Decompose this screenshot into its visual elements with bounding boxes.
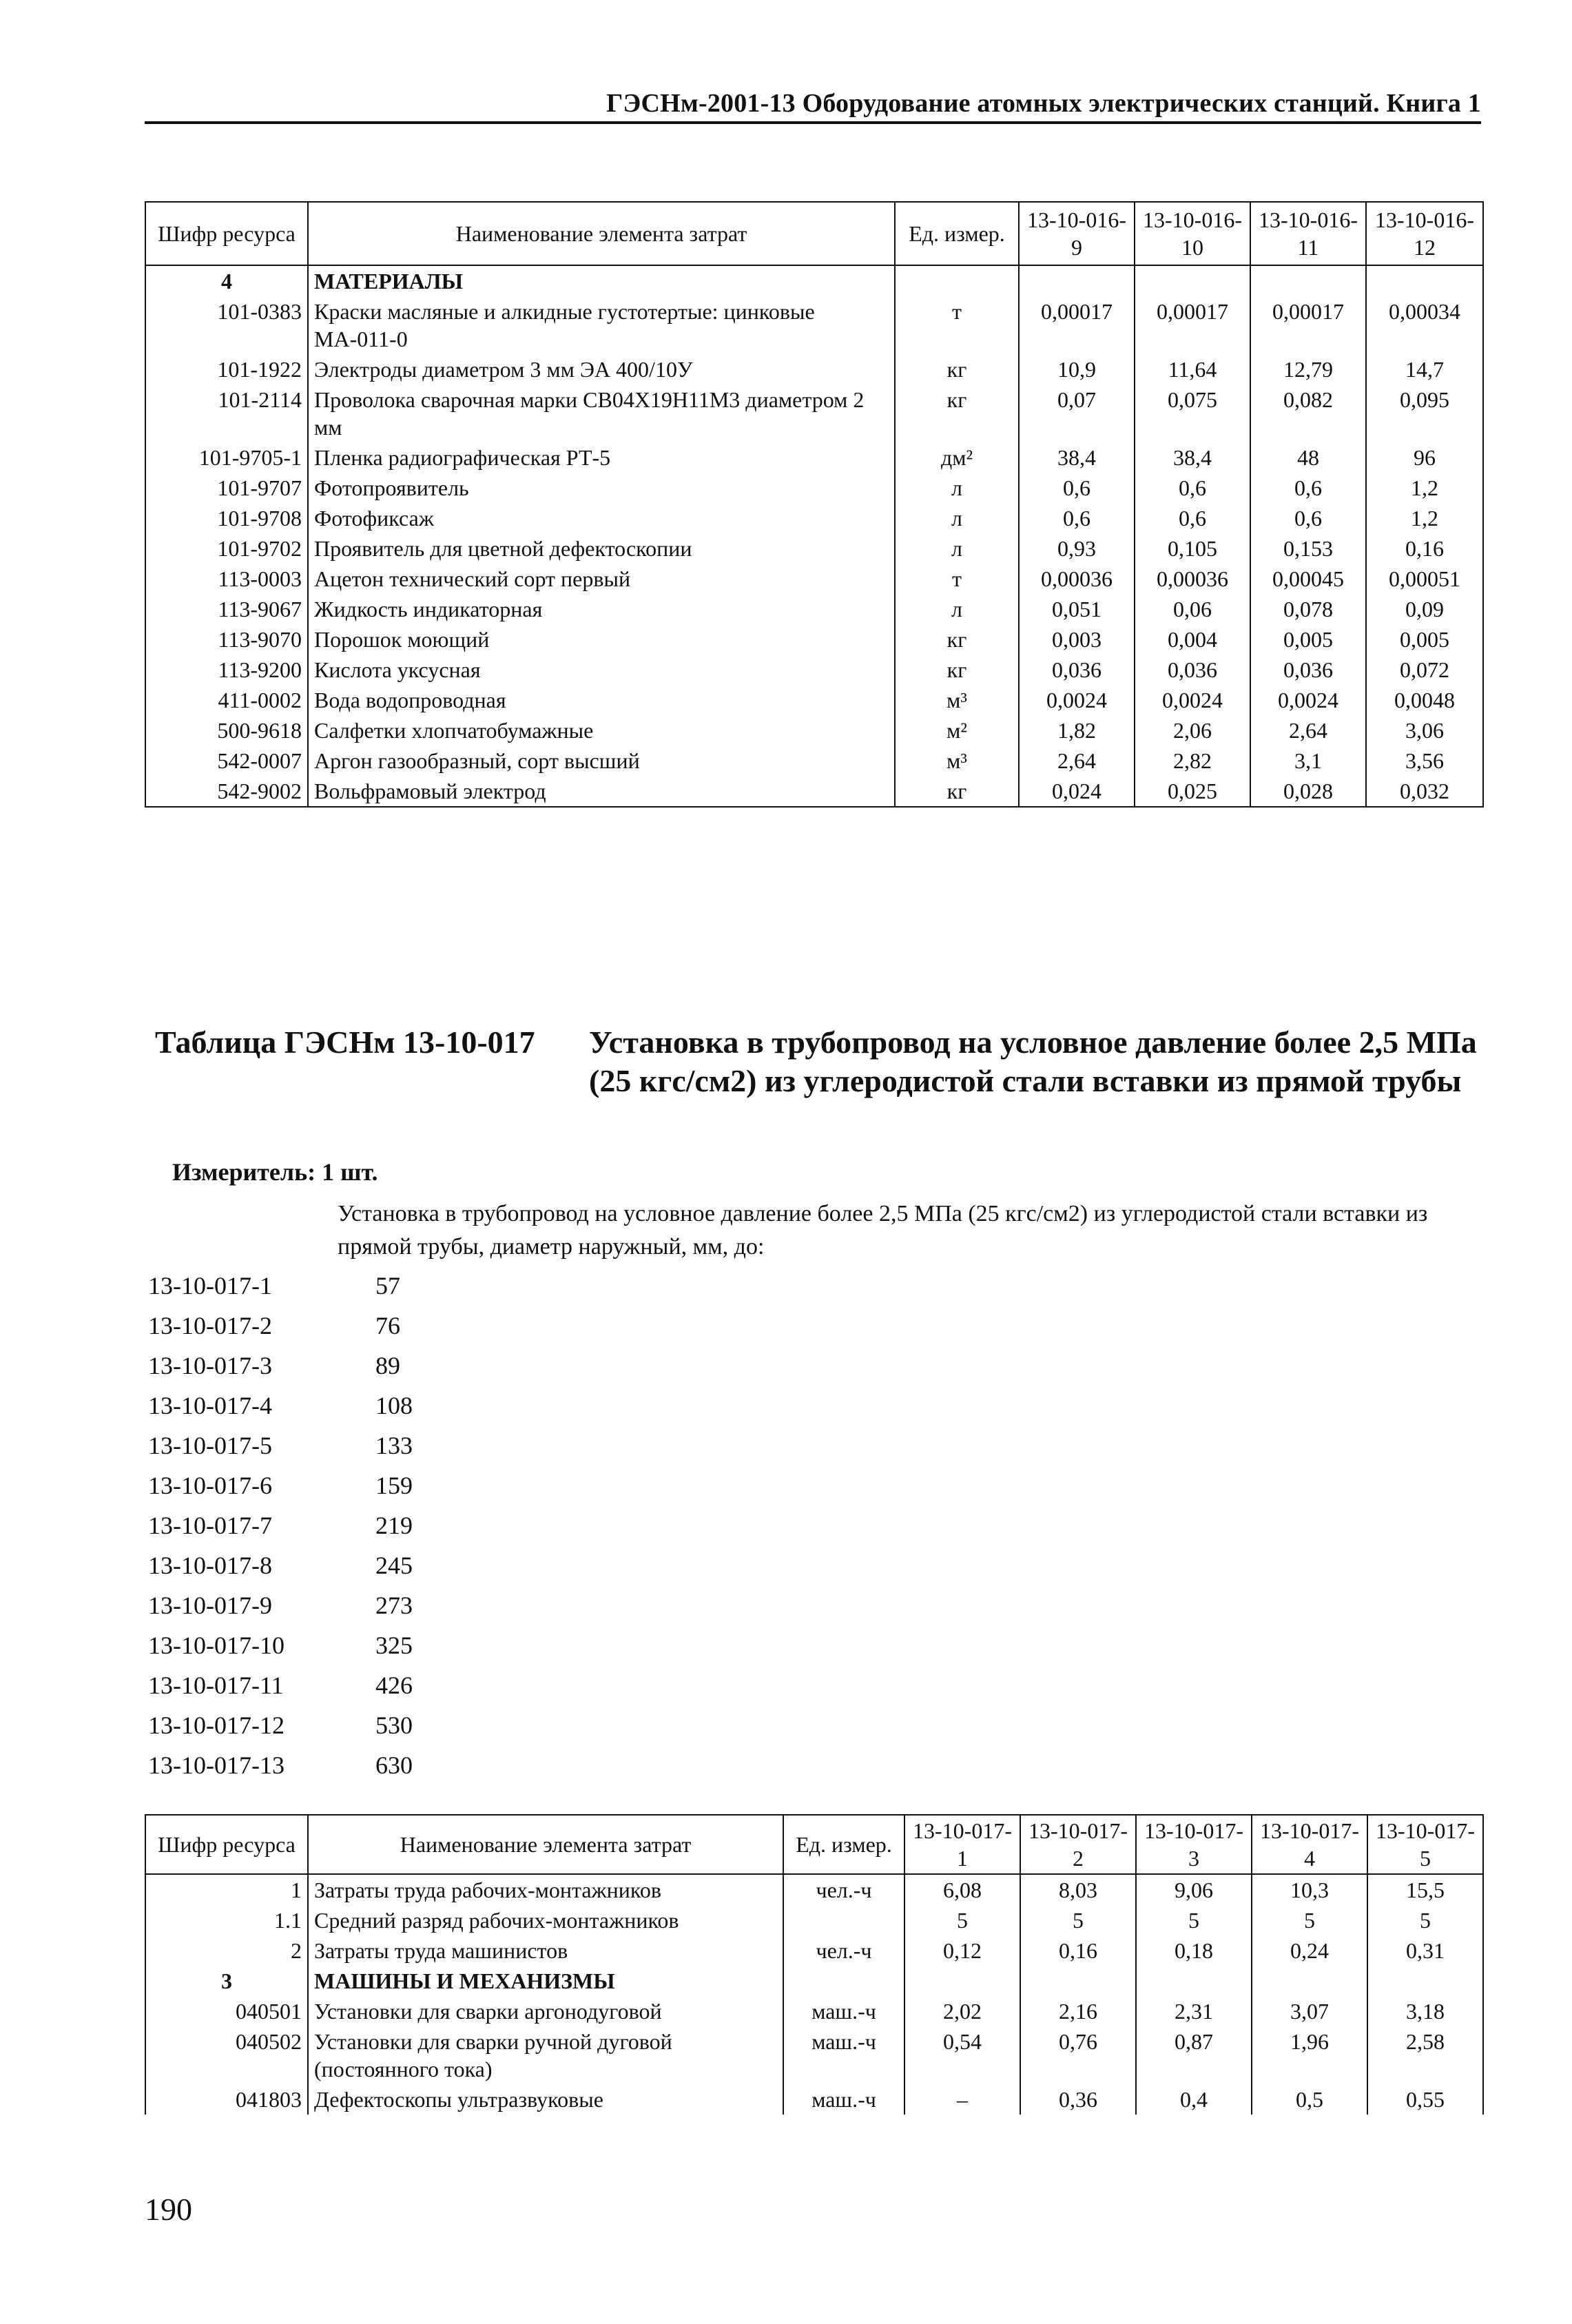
size-code: 13-10-017-2 bbox=[148, 1312, 272, 1339]
table-row bbox=[145, 1905, 1483, 1935]
value-cell: 2,64 bbox=[1019, 745, 1135, 776]
value-cell: 2,02 bbox=[904, 1996, 1020, 2026]
table-row bbox=[145, 1935, 1483, 1966]
size-code: 13-10-017-9 bbox=[148, 1592, 272, 1619]
resource-code-cell: 101-1922 bbox=[145, 354, 308, 384]
running-header: ГЭСНм-2001-13 Оборудование атомных электрических станций. Книга 1 bbox=[606, 89, 1481, 118]
measure-unit: Измеритель: 1 шт. bbox=[172, 1158, 378, 1186]
unit-cell bbox=[783, 1966, 904, 1996]
intro-text: Установка в трубопровод на условное давление более 2,5 МПа (25 кгс/см2) из углеродистой стали вставки из прямой трубы, диаметр наружный, мм, до: bbox=[338, 1201, 1428, 1259]
cost-element-cell: Затраты труда рабочих-монтажников bbox=[308, 1874, 783, 1905]
value-cell: 0,55 bbox=[1367, 2084, 1483, 2115]
table-row bbox=[145, 564, 1483, 594]
table-row bbox=[145, 1996, 1483, 2026]
unit-cell: м³ bbox=[895, 745, 1019, 776]
resource-code-cell: 101-2114 bbox=[145, 384, 308, 442]
value-cell: 0,07 bbox=[1019, 384, 1135, 442]
value-cell: 0,6 bbox=[1019, 503, 1135, 533]
value-cell: 1,2 bbox=[1366, 473, 1483, 503]
table-row bbox=[145, 384, 1483, 442]
value-cell: 2,64 bbox=[1250, 715, 1366, 745]
cost-element-cell: Краски масляные и алкидные густотертые: цинковые МА-011-0 bbox=[308, 296, 895, 354]
value-cell: 0,00051 bbox=[1366, 564, 1483, 594]
value-cell: 10,3 bbox=[1252, 1874, 1367, 1905]
size-diameter: 108 bbox=[375, 1392, 413, 1419]
value-cell: 0,025 bbox=[1135, 776, 1250, 807]
unit-cell: м² bbox=[895, 715, 1019, 745]
cost-element-cell: Ацетон технический сорт первый bbox=[308, 564, 895, 594]
value-cell bbox=[1366, 265, 1483, 296]
resource-code-cell: 101-9708 bbox=[145, 503, 308, 533]
value-cell: 0,105 bbox=[1135, 533, 1250, 564]
table-row bbox=[145, 442, 1483, 473]
column-header: 13-10-017-2 bbox=[1020, 1815, 1136, 1874]
unit-cell: чел.-ч bbox=[783, 1935, 904, 1966]
cost-element-cell: Установки для сварки аргонодуговой bbox=[308, 1996, 783, 2026]
value-cell: 1,82 bbox=[1019, 715, 1135, 745]
cost-element-cell: МАШИНЫ И МЕХАНИЗМЫ bbox=[308, 1966, 783, 1996]
resource-code-cell: 101-9702 bbox=[145, 533, 308, 564]
table-header-row bbox=[145, 1815, 1483, 1874]
value-cell bbox=[1367, 1966, 1483, 1996]
resource-code-cell: 542-0007 bbox=[145, 745, 308, 776]
value-cell: 0,93 bbox=[1019, 533, 1135, 564]
table-row bbox=[145, 354, 1483, 384]
cost-element-cell: Установки для сварки ручной дуговой (постоянного тока) bbox=[308, 2026, 783, 2084]
value-cell: 38,4 bbox=[1019, 442, 1135, 473]
column-header: 13-10-016-12 bbox=[1366, 202, 1483, 265]
value-cell bbox=[1252, 1966, 1367, 1996]
resource-code-cell: 113-9070 bbox=[145, 624, 308, 655]
unit-cell: маш.-ч bbox=[783, 1996, 904, 2026]
cost-element-cell: Жидкость индикаторная bbox=[308, 594, 895, 624]
labor-machines-table bbox=[145, 1814, 1484, 2115]
value-cell: 0,051 bbox=[1019, 594, 1135, 624]
value-cell: 38,4 bbox=[1135, 442, 1250, 473]
value-cell: 48 bbox=[1250, 442, 1366, 473]
value-cell: 0,005 bbox=[1250, 624, 1366, 655]
size-diameter: 426 bbox=[375, 1672, 413, 1699]
size-diameter: 273 bbox=[375, 1592, 413, 1619]
table-row bbox=[145, 2026, 1483, 2084]
value-cell: 5 bbox=[1252, 1905, 1367, 1935]
value-cell: 0,036 bbox=[1019, 655, 1135, 685]
value-cell: 0,76 bbox=[1020, 2026, 1136, 2084]
size-diameter: 245 bbox=[375, 1552, 413, 1579]
cost-element-cell: Проявитель для цветной дефектоскопии bbox=[308, 533, 895, 564]
size-code: 13-10-017-13 bbox=[148, 1751, 285, 1779]
resource-code-cell: 101-0383 bbox=[145, 296, 308, 354]
table-row bbox=[145, 473, 1483, 503]
unit-cell: кг bbox=[895, 384, 1019, 442]
column-header: 13-10-017-4 bbox=[1252, 1815, 1367, 1874]
value-cell: 0,153 bbox=[1250, 533, 1366, 564]
resource-code-cell: 542-9002 bbox=[145, 776, 308, 807]
table-row bbox=[145, 655, 1483, 685]
value-cell: 2,82 bbox=[1135, 745, 1250, 776]
size-diameter: 76 bbox=[375, 1312, 400, 1339]
value-cell: 0,032 bbox=[1366, 776, 1483, 807]
value-cell: 0,6 bbox=[1250, 503, 1366, 533]
size-code: 13-10-017-1 bbox=[148, 1272, 272, 1299]
resource-code-cell: 101-9707 bbox=[145, 473, 308, 503]
table-row bbox=[145, 685, 1483, 715]
size-code: 13-10-017-7 bbox=[148, 1512, 272, 1539]
value-cell: 0,31 bbox=[1367, 1935, 1483, 1966]
size-diameter: 325 bbox=[375, 1632, 413, 1659]
unit-cell: л bbox=[895, 533, 1019, 564]
value-cell: 0,036 bbox=[1250, 655, 1366, 685]
value-cell: 2,06 bbox=[1135, 715, 1250, 745]
size-diameter: 530 bbox=[375, 1711, 413, 1739]
size-code: 13-10-017-5 bbox=[148, 1432, 272, 1459]
size-code: 13-10-017-4 bbox=[148, 1392, 272, 1419]
value-cell: 3,1 bbox=[1250, 745, 1366, 776]
column-header: 13-10-017-5 bbox=[1367, 1815, 1483, 1874]
cost-element-cell: Фотопроявитель bbox=[308, 473, 895, 503]
table-row bbox=[145, 1874, 1483, 1905]
column-header: Наименование элемента затрат bbox=[308, 202, 895, 265]
size-code: 13-10-017-11 bbox=[148, 1672, 284, 1699]
size-code: 13-10-017-12 bbox=[148, 1711, 285, 1739]
cost-element-cell: Проволока сварочная марки СВ04Х19Н11М3 диаметром 2 мм bbox=[308, 384, 895, 442]
value-cell: 0,06 bbox=[1135, 594, 1250, 624]
unit-cell: маш.-ч bbox=[783, 2084, 904, 2115]
value-cell: – bbox=[904, 2084, 1020, 2115]
table-row bbox=[145, 745, 1483, 776]
table-row bbox=[145, 533, 1483, 564]
value-cell: 5 bbox=[1367, 1905, 1483, 1935]
value-cell: 2,58 bbox=[1367, 2026, 1483, 2084]
materials-table bbox=[145, 201, 1484, 808]
column-header: 13-10-016-11 bbox=[1250, 202, 1366, 265]
value-cell: 0,00036 bbox=[1135, 564, 1250, 594]
size-diameter: 89 bbox=[375, 1352, 400, 1379]
resource-code-cell: 101-9705-1 bbox=[145, 442, 308, 473]
cost-element-cell: Фотофиксаж bbox=[308, 503, 895, 533]
resource-code-cell: 500-9618 bbox=[145, 715, 308, 745]
resource-code-cell: 041803 bbox=[145, 2084, 308, 2115]
value-cell: 0,5 bbox=[1252, 2084, 1367, 2115]
resource-code-cell: 1.1 bbox=[145, 1905, 308, 1935]
value-cell: 1,96 bbox=[1252, 2026, 1367, 2084]
value-cell bbox=[1020, 1966, 1136, 1996]
value-cell: 2,31 bbox=[1136, 1996, 1252, 2026]
value-cell: 0,6 bbox=[1250, 473, 1366, 503]
section-row bbox=[145, 265, 1483, 296]
value-cell bbox=[1135, 265, 1250, 296]
value-cell: 15,5 bbox=[1367, 1874, 1483, 1905]
resource-code-cell: 411-0002 bbox=[145, 685, 308, 715]
table-row bbox=[145, 503, 1483, 533]
value-cell: 14,7 bbox=[1366, 354, 1483, 384]
resource-code-cell: 1 bbox=[145, 1874, 308, 1905]
size-diameter: 219 bbox=[375, 1512, 413, 1539]
resource-code-cell: 040501 bbox=[145, 1996, 308, 2026]
unit-cell: дм² bbox=[895, 442, 1019, 473]
value-cell: 3,06 bbox=[1366, 715, 1483, 745]
cost-element-cell: Средний разряд рабочих-монтажников bbox=[308, 1905, 783, 1935]
unit-cell: т bbox=[895, 296, 1019, 354]
unit-cell: т bbox=[895, 564, 1019, 594]
value-cell: 0,036 bbox=[1135, 655, 1250, 685]
table-row bbox=[145, 594, 1483, 624]
resource-code-cell: 113-9200 bbox=[145, 655, 308, 685]
resource-code-cell: 2 bbox=[145, 1935, 308, 1966]
value-cell: 0,36 bbox=[1020, 2084, 1136, 2115]
unit-cell: м³ bbox=[895, 685, 1019, 715]
column-header: 13-10-016-9 bbox=[1019, 202, 1135, 265]
cost-element-cell: Вольфрамовый электрод bbox=[308, 776, 895, 807]
unit-cell: л bbox=[895, 594, 1019, 624]
column-header: Шифр ресурса bbox=[145, 202, 308, 265]
size-diameter: 57 bbox=[375, 1272, 400, 1299]
value-cell: 0,16 bbox=[1020, 1935, 1136, 1966]
value-cell: 0,24 bbox=[1252, 1935, 1367, 1966]
size-code: 13-10-017-8 bbox=[148, 1552, 272, 1579]
table-header-row bbox=[145, 202, 1483, 265]
value-cell: 0,00045 bbox=[1250, 564, 1366, 594]
value-cell: 0,072 bbox=[1366, 655, 1483, 685]
value-cell: 0,0024 bbox=[1250, 685, 1366, 715]
value-cell: 0,0048 bbox=[1366, 685, 1483, 715]
value-cell bbox=[1250, 265, 1366, 296]
column-header: Шифр ресурса bbox=[145, 1815, 308, 1874]
column-header: 13-10-017-1 bbox=[904, 1815, 1020, 1874]
unit-cell bbox=[783, 1905, 904, 1935]
value-cell: 5 bbox=[1020, 1905, 1136, 1935]
cost-element-cell: Пленка радиографическая РТ-5 bbox=[308, 442, 895, 473]
value-cell: 0,6 bbox=[1135, 473, 1250, 503]
value-cell: 0,87 bbox=[1136, 2026, 1252, 2084]
unit-cell: кг bbox=[895, 655, 1019, 685]
column-header: Наименование элемента затрат bbox=[308, 1815, 783, 1874]
cost-element-cell: МАТЕРИАЛЫ bbox=[308, 265, 895, 296]
value-cell: 5 bbox=[904, 1905, 1020, 1935]
size-code: 13-10-017-3 bbox=[148, 1352, 272, 1379]
value-cell: 0,028 bbox=[1250, 776, 1366, 807]
unit-cell: кг bbox=[895, 354, 1019, 384]
value-cell: 2,16 bbox=[1020, 1996, 1136, 2026]
value-cell: 0,078 bbox=[1250, 594, 1366, 624]
table-row bbox=[145, 2084, 1483, 2115]
unit-cell: л bbox=[895, 473, 1019, 503]
value-cell: 0,18 bbox=[1136, 1935, 1252, 1966]
cost-element-cell: Вода водопроводная bbox=[308, 685, 895, 715]
value-cell: 0,54 bbox=[904, 2026, 1020, 2084]
resource-code-cell: 113-9067 bbox=[145, 594, 308, 624]
value-cell: 0,005 bbox=[1366, 624, 1483, 655]
size-diameter: 133 bbox=[375, 1432, 413, 1459]
table-row bbox=[145, 624, 1483, 655]
value-cell: 10,9 bbox=[1019, 354, 1135, 384]
value-cell: 9,06 bbox=[1136, 1874, 1252, 1905]
value-cell bbox=[1136, 1966, 1252, 1996]
value-cell: 0,00017 bbox=[1135, 296, 1250, 354]
cost-element-cell: Затраты труда машинистов bbox=[308, 1935, 783, 1966]
value-cell: 0,00034 bbox=[1366, 296, 1483, 354]
value-cell: 0,12 bbox=[904, 1935, 1020, 1966]
value-cell: 0,6 bbox=[1019, 473, 1135, 503]
cost-element-cell: Электроды диаметром 3 мм ЭА 400/10У bbox=[308, 354, 895, 384]
value-cell: 0,00017 bbox=[1250, 296, 1366, 354]
unit-cell: л bbox=[895, 503, 1019, 533]
unit-cell: кг bbox=[895, 776, 1019, 807]
cost-element-cell: Салфетки хлопчатобумажные bbox=[308, 715, 895, 745]
unit-cell: кг bbox=[895, 624, 1019, 655]
value-cell: 0,09 bbox=[1366, 594, 1483, 624]
unit-cell: маш.-ч bbox=[783, 2026, 904, 2084]
value-cell: 0,00017 bbox=[1019, 296, 1135, 354]
header-rule bbox=[145, 121, 1481, 124]
resource-code-cell: 040502 bbox=[145, 2026, 308, 2084]
value-cell: 12,79 bbox=[1250, 354, 1366, 384]
value-cell: 0,0024 bbox=[1019, 685, 1135, 715]
value-cell: 96 bbox=[1366, 442, 1483, 473]
value-cell: 6,08 bbox=[904, 1874, 1020, 1905]
value-cell: 1,2 bbox=[1366, 503, 1483, 533]
value-cell: 0,16 bbox=[1366, 533, 1483, 564]
value-cell: 0,003 bbox=[1019, 624, 1135, 655]
value-cell: 5 bbox=[1136, 1905, 1252, 1935]
value-cell: 8,03 bbox=[1020, 1874, 1136, 1905]
column-header: 13-10-017-3 bbox=[1136, 1815, 1252, 1874]
table-caption-text: Установка в трубопровод на условное давление более 2,5 МПа (25 кгс/см2) из углеродистой стали вставки из прямой трубы bbox=[589, 1025, 1477, 1098]
resource-code-cell: 4 bbox=[145, 265, 308, 296]
section-row bbox=[145, 1966, 1483, 1996]
value-cell: 0,0024 bbox=[1135, 685, 1250, 715]
value-cell: 3,07 bbox=[1252, 1996, 1367, 2026]
resource-code-cell: 3 bbox=[145, 1966, 308, 1996]
column-header: Ед. измер. bbox=[895, 202, 1019, 265]
cost-element-cell: Дефектоскопы ультразвуковые bbox=[308, 2084, 783, 2115]
table-row bbox=[145, 776, 1483, 807]
value-cell: 0,00036 bbox=[1019, 564, 1135, 594]
value-cell: 3,18 bbox=[1367, 1996, 1483, 2026]
value-cell bbox=[904, 1966, 1020, 1996]
cost-element-cell: Аргон газообразный, сорт высший bbox=[308, 745, 895, 776]
table-row bbox=[145, 296, 1483, 354]
size-diameter: 630 bbox=[375, 1751, 413, 1779]
cost-element-cell: Кислота уксусная bbox=[308, 655, 895, 685]
value-cell: 0,024 bbox=[1019, 776, 1135, 807]
value-cell bbox=[1019, 265, 1135, 296]
size-diameter: 159 bbox=[375, 1472, 413, 1499]
size-code: 13-10-017-10 bbox=[148, 1632, 285, 1659]
cost-element-cell: Порошок моющий bbox=[308, 624, 895, 655]
unit-cell bbox=[895, 265, 1019, 296]
value-cell: 0,6 bbox=[1135, 503, 1250, 533]
value-cell: 3,56 bbox=[1366, 745, 1483, 776]
value-cell: 0,4 bbox=[1136, 2084, 1252, 2115]
value-cell: 0,082 bbox=[1250, 384, 1366, 442]
column-header: Ед. измер. bbox=[783, 1815, 904, 1874]
column-header: 13-10-016-10 bbox=[1135, 202, 1250, 265]
resource-code-cell: 113-0003 bbox=[145, 564, 308, 594]
table-caption-label: Таблица ГЭСНм 13-10-017 bbox=[155, 1025, 535, 1060]
value-cell: 0,004 bbox=[1135, 624, 1250, 655]
size-code: 13-10-017-6 bbox=[148, 1472, 272, 1499]
value-cell: 0,075 bbox=[1135, 384, 1250, 442]
value-cell: 0,095 bbox=[1366, 384, 1483, 442]
unit-cell: чел.-ч bbox=[783, 1874, 904, 1905]
table-row bbox=[145, 715, 1483, 745]
page-number: 190 bbox=[145, 2192, 192, 2227]
value-cell: 11,64 bbox=[1135, 354, 1250, 384]
